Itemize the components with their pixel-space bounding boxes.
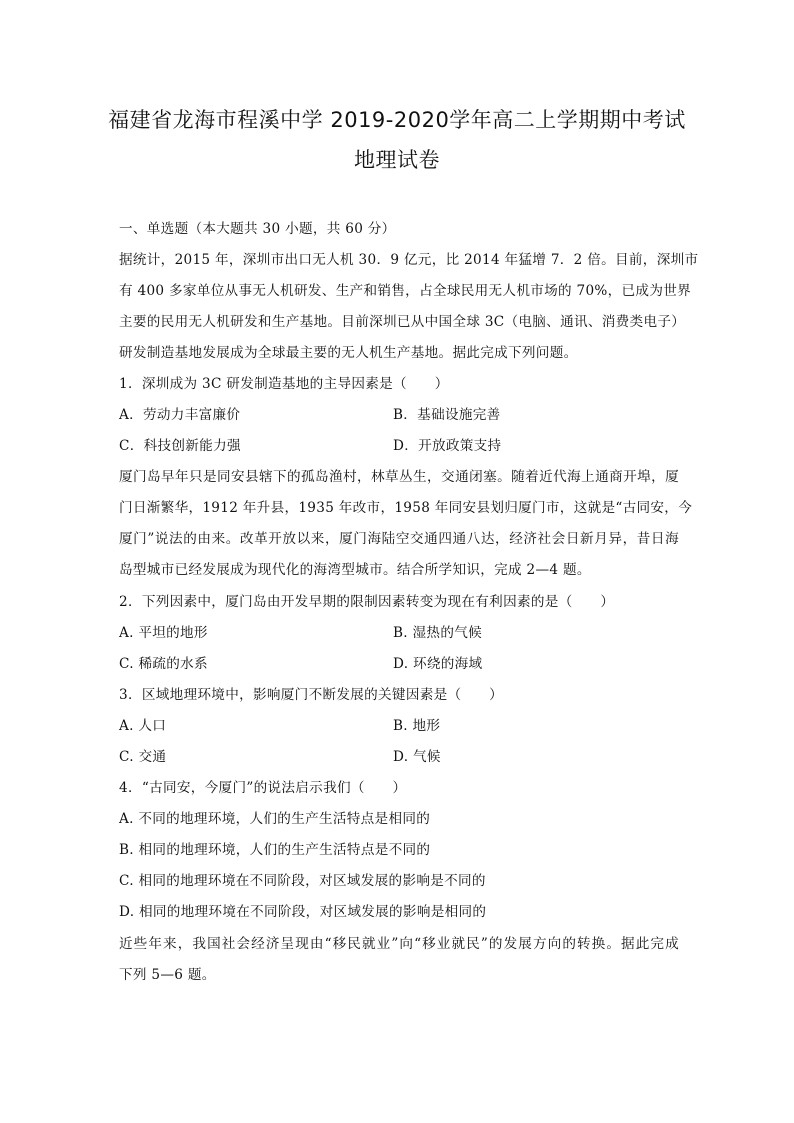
question-1-option-d: D．开放政策支持 (393, 438, 502, 454)
section-heading: 一、单选题（本大题共 30 小题，共 60 分） (119, 221, 396, 237)
question-4-option-d: D. 相同的地理环境在不同阶段，对区域发展的影响是相同的 (119, 904, 487, 920)
question-2-option-c: C. 稀疏的水系 (119, 656, 208, 672)
passage1-line: 据统计，2015 年，深圳市出口无人机 30．9 亿元，比 2014 年猛增 7．2 倍。目前，深圳市 (119, 252, 699, 268)
question-4-option-b: B. 相同的地理环境，人们的生产生活特点是不同的 (119, 842, 431, 858)
question-3-option-a: A. 人口 (119, 718, 167, 734)
question-3-option-d: D. 气候 (393, 749, 441, 765)
exam-title: 福建省龙海市程溪中学 2019-2020学年高二上学期期中考试 (108, 108, 686, 132)
passage2-line: 门日渐繁华，1912 年升县，1935 年改市，1958 年同安县划归厦门市，这就是“古同安，今 (119, 500, 693, 516)
passage2-line: 厦门岛早年只是同安县辖下的孤岛渔村，林草丛生，交通闭塞。随着近代海上通商开埠，厦 (119, 469, 679, 485)
question-4-option-c: C. 相同的地理环境在不同阶段，对区域发展的影响是不同的 (119, 873, 486, 889)
passage1-line: 主要的民用无人机研发和生产基地。目前深圳已从中国全球 3C（电脑、通讯、消费类电子） (119, 314, 686, 330)
question-2-option-b: B. 湿热的气候 (393, 625, 482, 641)
passage1-line: 研发制造基地发展成为全球最主要的无人机生产基地。据此完成下列问题。 (119, 345, 578, 361)
question-1-option-b: B．基础设施完善 (393, 407, 501, 423)
passage2-line: 岛型城市已经发展成为现代化的海湾型城市。结合所学知识，完成 2—4 题。 (119, 562, 591, 578)
question-2-stem: 2．下列因素中，厦门岛由开发早期的限制因素转变为现在有利因素的是（ ） (119, 594, 615, 610)
question-2-option-a: A. 平坦的地形 (119, 625, 208, 641)
question-1-stem: 1．深圳成为 3C 研发制造基地的主导因素是（ ） (119, 376, 449, 392)
question-1-option-c: C．科技创新能力强 (119, 438, 241, 454)
question-1-option-a: A．劳动力丰富廉价 (119, 407, 241, 423)
exam-subtitle: 地理试卷 (354, 148, 440, 172)
question-3-option-c: C. 交通 (119, 749, 167, 765)
question-3-stem: 3．区域地理环境中，影响厦门不断发展的关键因素是（ ） (119, 687, 504, 703)
question-2-option-d: D. 环绕的海域 (393, 656, 483, 672)
question-3-option-b: B. 地形 (393, 718, 441, 734)
passage2-line: 厦门”说法的由来。改革开放以来，厦门海陆空交通四通八达，经济社会日新月异，昔日海 (119, 531, 679, 547)
passage1-line: 有 400 多家单位从事无人机研发、生产和销售，占全球民用无人机市场的 70%，已成为世界 (119, 283, 691, 299)
passage3-line: 下列 5—6 题。 (119, 967, 216, 983)
question-4-option-a: A. 不同的地理环境，人们的生产生活特点是相同的 (119, 811, 431, 827)
question-4-stem: 4．“古同安，今厦门”的说法启示我们（ ） (119, 780, 407, 796)
passage3-line: 近些年来，我国社会经济呈现由“移民就业”向“移业就民”的发展方向的转换。据此完成 (119, 936, 679, 952)
